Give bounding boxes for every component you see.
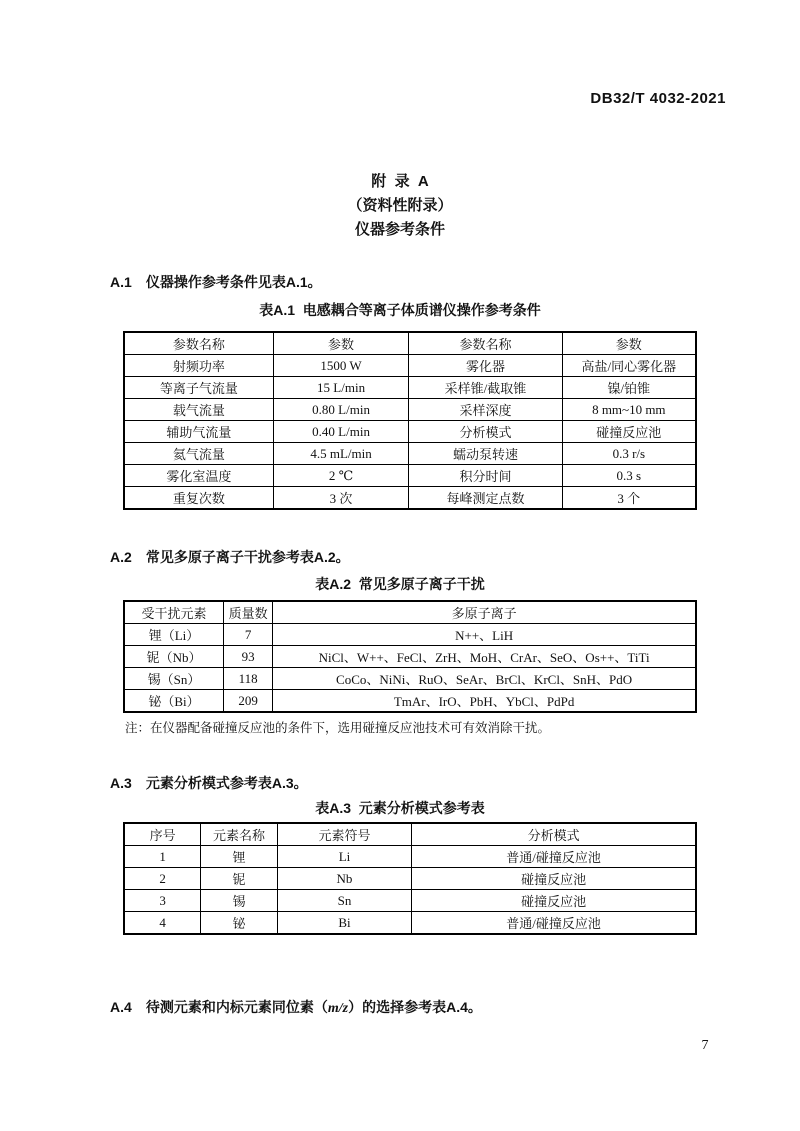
table-cell: 7 (224, 624, 273, 646)
table-cell: 载气流量 (124, 399, 273, 421)
table-cell: 3 (124, 890, 201, 912)
column-header: 质量数 (224, 601, 273, 624)
table-cell: 8 mm~10 mm (562, 399, 696, 421)
table-row (124, 421, 696, 443)
table-cell: NiCl、W++、FeCl、ZrH、MoH、CrAr、SeO、Os++、TiTi (273, 646, 696, 668)
table-row (124, 846, 696, 868)
table-cell: 铋 (201, 912, 278, 935)
column-header: 元素名称 (201, 823, 278, 846)
column-header: 参数名称 (409, 332, 562, 355)
table-cell: 铌（Nb） (124, 646, 224, 668)
table-row (124, 890, 696, 912)
table-row (124, 377, 696, 399)
table-row (124, 624, 696, 646)
table-cell: 118 (224, 668, 273, 690)
table-cell: 碰撞反应池 (412, 890, 696, 912)
table-cell: 镍/铂锥 (562, 377, 696, 399)
clause-a4-text-post: ）的选择参考表A.4。 (348, 999, 482, 1015)
clause-a4-label: A.4 (110, 999, 132, 1015)
page-number: 7 (701, 1038, 709, 1053)
table-header-row (124, 823, 696, 846)
table-cell: Sn (277, 890, 411, 912)
table-row (124, 912, 696, 935)
table-a1-caption: 表A.1 电感耦合等离子体质谱仪操作参考条件 (259, 302, 541, 318)
table-cell: 重复次数 (124, 487, 273, 510)
clause-a4-text-pre: 待测元素和内标元素同位素（ (145, 999, 328, 1015)
table-cell: 锂（Li） (124, 624, 224, 646)
table-a2-caption: 表A.2 常见多原子离子干扰 (315, 576, 485, 592)
table-cell: TmAr、IrO、PbH、YbCl、PdPd (273, 690, 696, 713)
table-cell: 0.80 L/min (273, 399, 409, 421)
table-cell: 209 (224, 690, 273, 713)
table-row (124, 465, 696, 487)
appendix-title: 附 录 A (371, 173, 429, 190)
table-a2-note: 注：在仪器配备碰撞反应池的条件下，选用碰撞反应池技术可有效消除干扰。 (125, 721, 551, 735)
table-a1 (123, 331, 697, 510)
table-cell: 采样锥/截取锥 (409, 377, 562, 399)
column-header: 序号 (124, 823, 201, 846)
table-cell: 2 (124, 868, 201, 890)
table-cell: CoCo、NiNi、RuO、SeAr、BrCl、KrCl、SnH、PdO (273, 668, 696, 690)
table-row (124, 646, 696, 668)
table-cell: 15 L/min (273, 377, 409, 399)
table-cell: 每峰测定点数 (409, 487, 562, 510)
column-header: 受干扰元素 (124, 601, 224, 624)
table-cell: 锂 (201, 846, 278, 868)
appendix-heading: 仪器参考条件 (354, 221, 445, 238)
table-cell: Nb (277, 868, 411, 890)
table-cell: N++、LiH (273, 624, 696, 646)
document-code: DB32/T 4032-2021 (590, 90, 726, 107)
table-row (124, 355, 696, 377)
table-cell: 采样深度 (409, 399, 562, 421)
clause-a4-mz: m/z (327, 1001, 349, 1016)
table-row (124, 487, 696, 510)
column-header: 分析模式 (412, 823, 696, 846)
table-cell: 4.5 mL/min (273, 443, 409, 465)
table-cell: 等离子气流量 (124, 377, 273, 399)
table-cell: 高盐/同心雾化器 (562, 355, 696, 377)
table-cell: 93 (224, 646, 273, 668)
column-header: 多原子离子 (273, 601, 696, 624)
table-row (124, 399, 696, 421)
table-header-row (124, 332, 696, 355)
table-cell: 辅助气流量 (124, 421, 273, 443)
table-a2 (123, 600, 697, 713)
table-cell: 1500 W (273, 355, 409, 377)
table-row (124, 868, 696, 890)
table-cell: 2 ℃ (273, 465, 409, 487)
appendix-title-block (0, 170, 800, 242)
clause-a1-label: A.1 (110, 274, 132, 290)
table-cell: 3 个 (562, 487, 696, 510)
clause-a4 (95, 981, 735, 1033)
clause-a1-text: 仪器操作参考条件见表A.1。 (145, 274, 322, 290)
table-cell: 普通/碰撞反应池 (412, 912, 696, 935)
table-cell: 碰撞反应池 (412, 868, 696, 890)
table-cell: Li (277, 846, 411, 868)
clause-a3-text: 元素分析模式参考表A.3。 (145, 775, 308, 791)
clause-a2-label: A.2 (110, 549, 132, 565)
table-a3 (123, 822, 697, 935)
column-header: 参数 (562, 332, 696, 355)
table-cell: 0.3 r/s (562, 443, 696, 465)
table-cell: Bi (277, 912, 411, 935)
table-row (124, 668, 696, 690)
table-cell: 1 (124, 846, 201, 868)
table-cell: 0.3 s (562, 465, 696, 487)
clause-a2-text: 常见多原子离子干扰参考表A.2。 (145, 549, 350, 565)
table-cell: 铋（Bi） (124, 690, 224, 713)
table-a3-caption: 表A.3 元素分析模式参考表 (315, 800, 485, 816)
column-header: 参数名称 (124, 332, 273, 355)
table-cell: 蠕动泵转速 (409, 443, 562, 465)
table-cell: 4 (124, 912, 201, 935)
table-cell: 锡 (201, 890, 278, 912)
column-header: 元素符号 (277, 823, 411, 846)
table-cell: 雾化室温度 (124, 465, 273, 487)
table-cell: 碰撞反应池 (562, 421, 696, 443)
table-cell: 普通/碰撞反应池 (412, 846, 696, 868)
table-cell: 铌 (201, 868, 278, 890)
table-cell: 雾化器 (409, 355, 562, 377)
table-cell: 射频功率 (124, 355, 273, 377)
table-cell: 分析模式 (409, 421, 562, 443)
table-header-row (124, 601, 696, 624)
table-cell: 锡（Sn） (124, 668, 224, 690)
appendix-subtitle: （资料性附录） (347, 197, 453, 214)
table-cell: 0.40 L/min (273, 421, 409, 443)
clause-a3-label: A.3 (110, 775, 132, 791)
column-header: 参数 (273, 332, 409, 355)
table-cell: 3 次 (273, 487, 409, 510)
table-row (124, 690, 696, 713)
table-row (124, 443, 696, 465)
table-cell: 积分时间 (409, 465, 562, 487)
table-cell: 氦气流量 (124, 443, 273, 465)
